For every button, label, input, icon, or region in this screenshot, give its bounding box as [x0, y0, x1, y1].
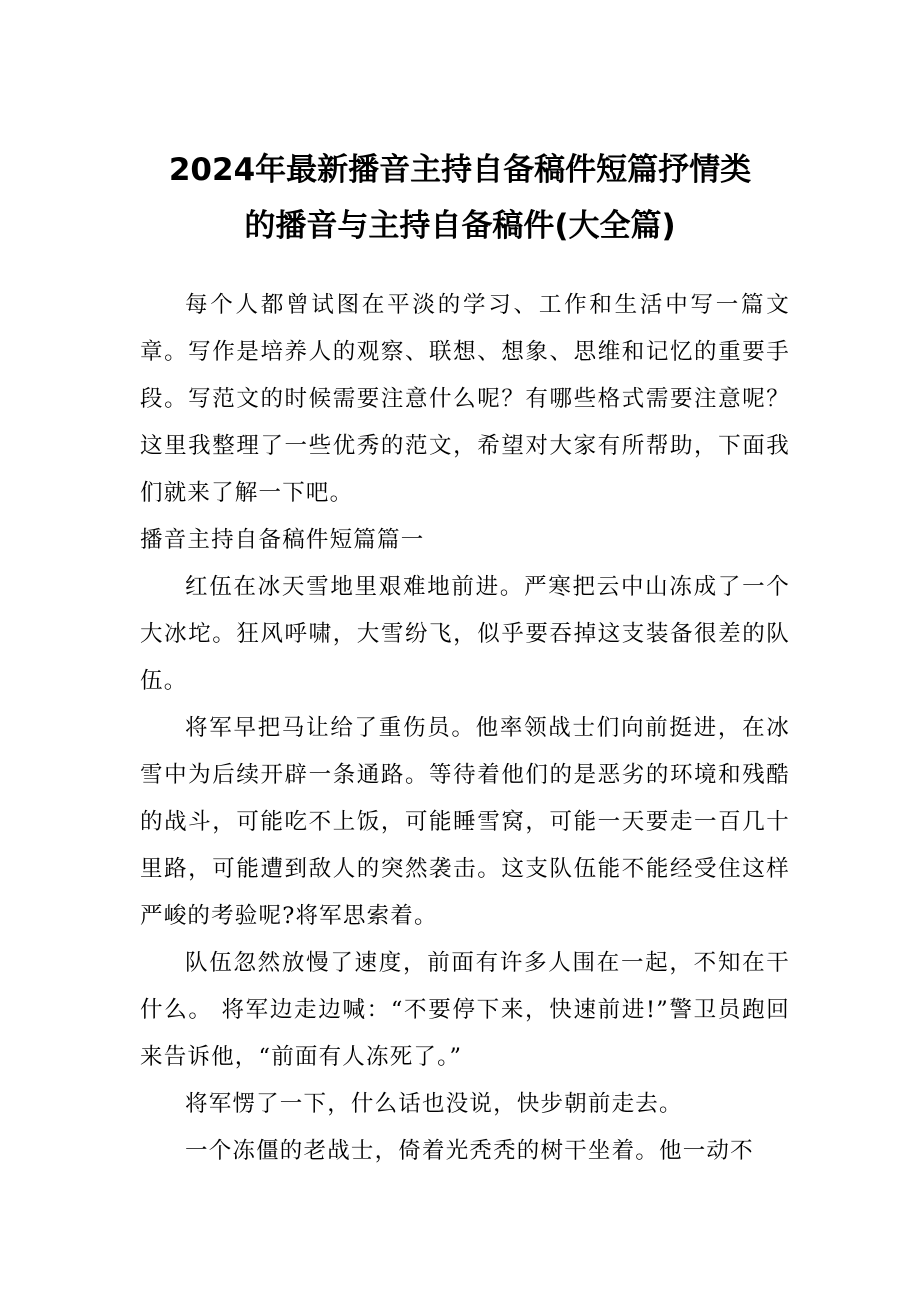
document-body [140, 282, 790, 1175]
body-paragraph: 一个冻僵的老战士，倚着光秃秃的树干坐着。他一动不 [185, 1138, 754, 1164]
body-paragraph: 将军愣了一下，什么话也没说，快步朝前走去。 [185, 1091, 683, 1117]
body-paragraph: 红伍在冰天雪地里艰难地前进。严寒把云中山冻成了一个大冰坨。狂风呼啸，大雪纷飞，似乎要吞掉这支装备很差的队伍。 [140, 574, 790, 694]
intro-paragraph: 每个人都曾试图在平淡的学习、工作和生活中写一篇文章。写作是培养人的观察、联想、想象、思维和记忆的重要手段。写范文的时候需要注意什么呢？有哪些格式需要注意呢？这里我整理了一些优秀的范文，希望对大家有所帮助，下面我们就来了解一下吧。 [140, 292, 790, 506]
document-title-line-2: 的播音与主持自备稿件(大全篇) [244, 208, 676, 244]
body-paragraph: 队伍忽然放慢了速度，前面有许多人围在一起，不知在干什么。 将军边走边喊：“不要停下来，快速前进!”警卫员跑回来告诉他，“前面有人冻死了。” [140, 950, 790, 1070]
document-title-line-1: 2024年最新播音主持自备稿件短篇抒情类 [168, 152, 752, 188]
body-paragraph: 将军早把马让给了重伤员。他率领战士们向前挺进，在冰雪中为后续开辟一条通路。等待着他们的是恶劣的环境和残酷的战斗，可能吃不上饭，可能睡雪窝，可能一天要走一百几十里路，可能遭到敌人的突然袭击。这支队伍能不能经受住这样严峻的考验呢?将军思索着。 [140, 715, 790, 929]
section-heading: 播音主持自备稿件短篇篇一 [140, 527, 425, 553]
